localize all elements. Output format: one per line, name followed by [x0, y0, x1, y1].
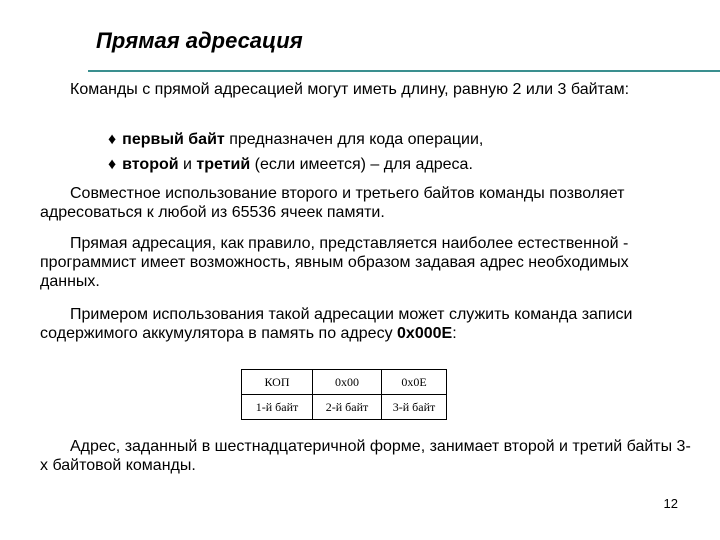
paragraph-intro-text: Команды с прямой адресацией могут иметь длину, равную 2 или 3 байтам:	[70, 81, 630, 98]
example-end: :	[452, 325, 457, 342]
bullet-first-byte	[108, 130, 483, 149]
table-cell-label1: 1-й байт	[242, 395, 313, 420]
command-bytes-table	[241, 369, 447, 420]
bullet-bold-text: первый байт	[122, 131, 225, 148]
table-cell-byte2: 0x00	[313, 370, 382, 395]
table-cell-opcode: КОП	[242, 370, 313, 395]
example-text: Примером использования такой адресации может служить команда записи содержимого аккумулятора в память по адресу	[40, 306, 633, 342]
example-address: 0x000E	[397, 325, 453, 342]
bullet-bold-text-2: третий	[196, 156, 251, 173]
paragraph-example-text	[40, 305, 692, 343]
bullet-text-2: (если имеется) – для адреса.	[250, 156, 473, 173]
table-cell-byte3: 0x0E	[382, 370, 447, 395]
bullet-text: и	[178, 156, 197, 173]
paragraph-addressing-range-text: Совместное использование второго и третьего байтов команды позволяет адресоваться к любой из 65536 ячеек памяти.	[40, 185, 625, 221]
table-row	[242, 370, 447, 395]
title-underline	[88, 70, 720, 72]
table-cell-label2: 2-й байт	[313, 395, 382, 420]
bullet-text: предназначен для кода операции,	[224, 131, 484, 148]
paragraph-example	[40, 305, 692, 343]
paragraph-natural-text: Прямая адресация, как правило, представляется наиболее естественной - программист имеет возможность, явным образом задавая адрес необходимых данных.	[40, 235, 629, 290]
paragraph-natural	[40, 234, 692, 291]
slide-title: Прямая адресация	[96, 28, 303, 53]
paragraph-addressing-range	[40, 184, 692, 222]
paragraph-conclusion	[40, 437, 692, 475]
bullet-second-third-byte	[108, 155, 473, 174]
diamond-bullet-icon: ♦	[108, 131, 117, 148]
diamond-bullet-icon: ♦	[108, 156, 117, 173]
bullet-bold-text: второй	[122, 156, 179, 173]
table-cell-label3: 3-й байт	[382, 395, 447, 420]
paragraph-conclusion-text: Адрес, заданный в шестнадцатеричной форме, занимает второй и третий байты 3-х байтовой команды.	[40, 438, 691, 474]
table-row	[242, 395, 447, 420]
page-number: 12	[663, 496, 678, 511]
paragraph-intro	[40, 80, 692, 99]
